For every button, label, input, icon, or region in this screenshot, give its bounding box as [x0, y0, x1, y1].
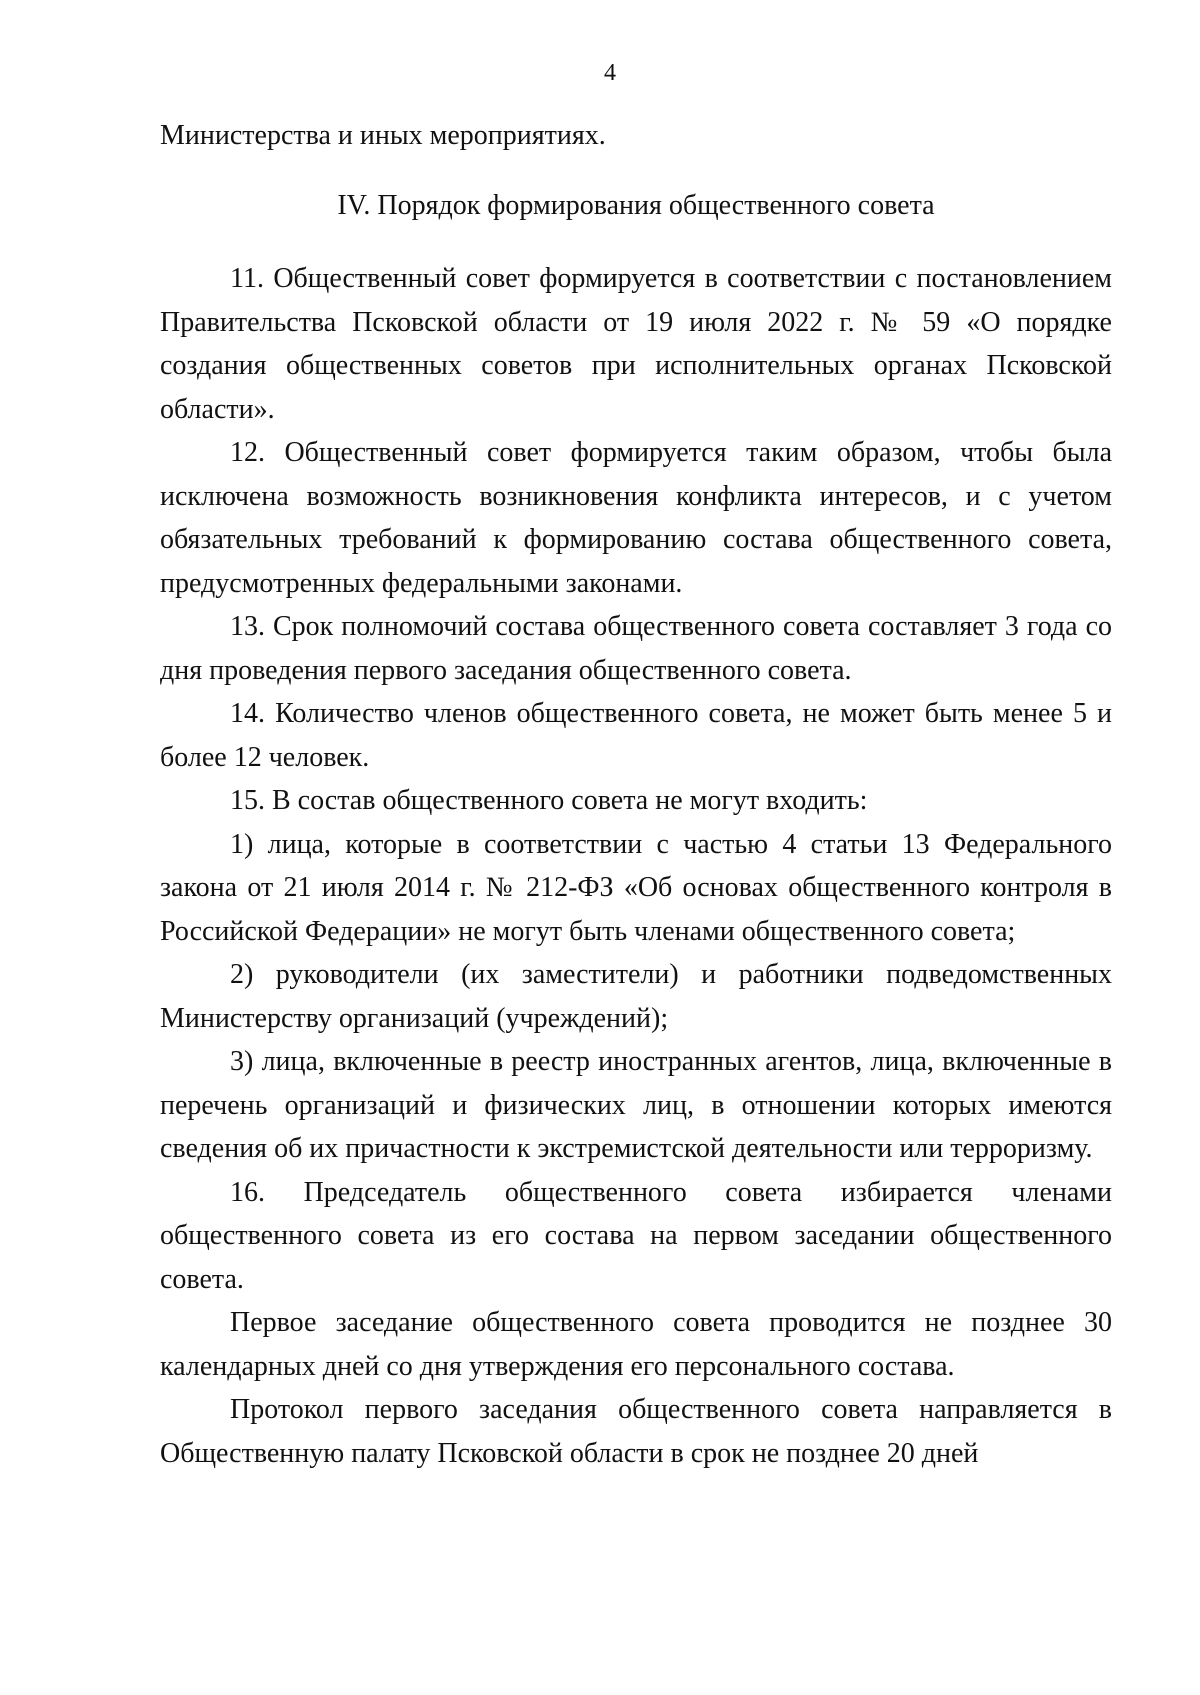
paragraph-11: 11. Общественный совет формируется в соответствии с постановлением Правительства Псковской области от 19 июля 2022 г. № 59 «О порядке создания общественных советов при исполнительных органах Псковской области».: [160, 263, 1112, 425]
list-item-1: 1) лица, которые в соответствии с частью 4 статьи 13 Федерального закона от 21 июля 2014 г. № 212-ФЗ «Об основах общественного контроля в Российской Федерации» не могут быть членами общественного совета;: [160, 828, 1112, 947]
list-item-2: 2) руководители (их заместители) и работники подведомственных Министерству организаций (учреждений);: [160, 959, 1112, 1034]
paragraph-15: 15. В состав общественного совета не могут входить:: [230, 785, 868, 816]
paragraph-16: 16. Председатель общественного совета избирается членами общественного совета из его состава на первом заседании общественного совета.: [160, 1176, 1112, 1295]
document-body: [160, 114, 1112, 1475]
section-heading: IV. Порядок формирования общественного совета: [337, 189, 935, 221]
paragraph-14: 14. Количество членов общественного совета, не может быть менее 5 и более 12 человек.: [160, 698, 1112, 773]
paragraph-protocol: Протокол первого заседания общественного совета направляется в Общественную палату Псковской области в срок не позднее 20 дней: [160, 1394, 1112, 1469]
paragraph-13: 13. Срок полномочий состава общественного совета составляет 3 года со дня проведения первого заседания общественного совета.: [160, 611, 1112, 686]
list-item-3: 3) лица, включенные в реестр иностранных агентов, лица, включенные в перечень организаций и физических лиц, в отношении которых имеются сведения об их причастности к экстремистской деятельности или терроризму.: [160, 1046, 1112, 1164]
page-number: 4: [604, 60, 616, 86]
paragraph-12: 12. Общественный совет формируется таким образом, чтобы была исключена возможность возникновения конфликта интересов, и с учетом обязательных требований к формированию состава общественного совета, предусмотренных федеральными законами.: [160, 437, 1112, 599]
paragraph-first-meeting: Первое заседание общественного совета проводится не позднее 30 календарных дней со дня утверждения его персонального состава.: [160, 1307, 1112, 1382]
continuation-line: Министерства и иных мероприятиях.: [160, 120, 606, 151]
